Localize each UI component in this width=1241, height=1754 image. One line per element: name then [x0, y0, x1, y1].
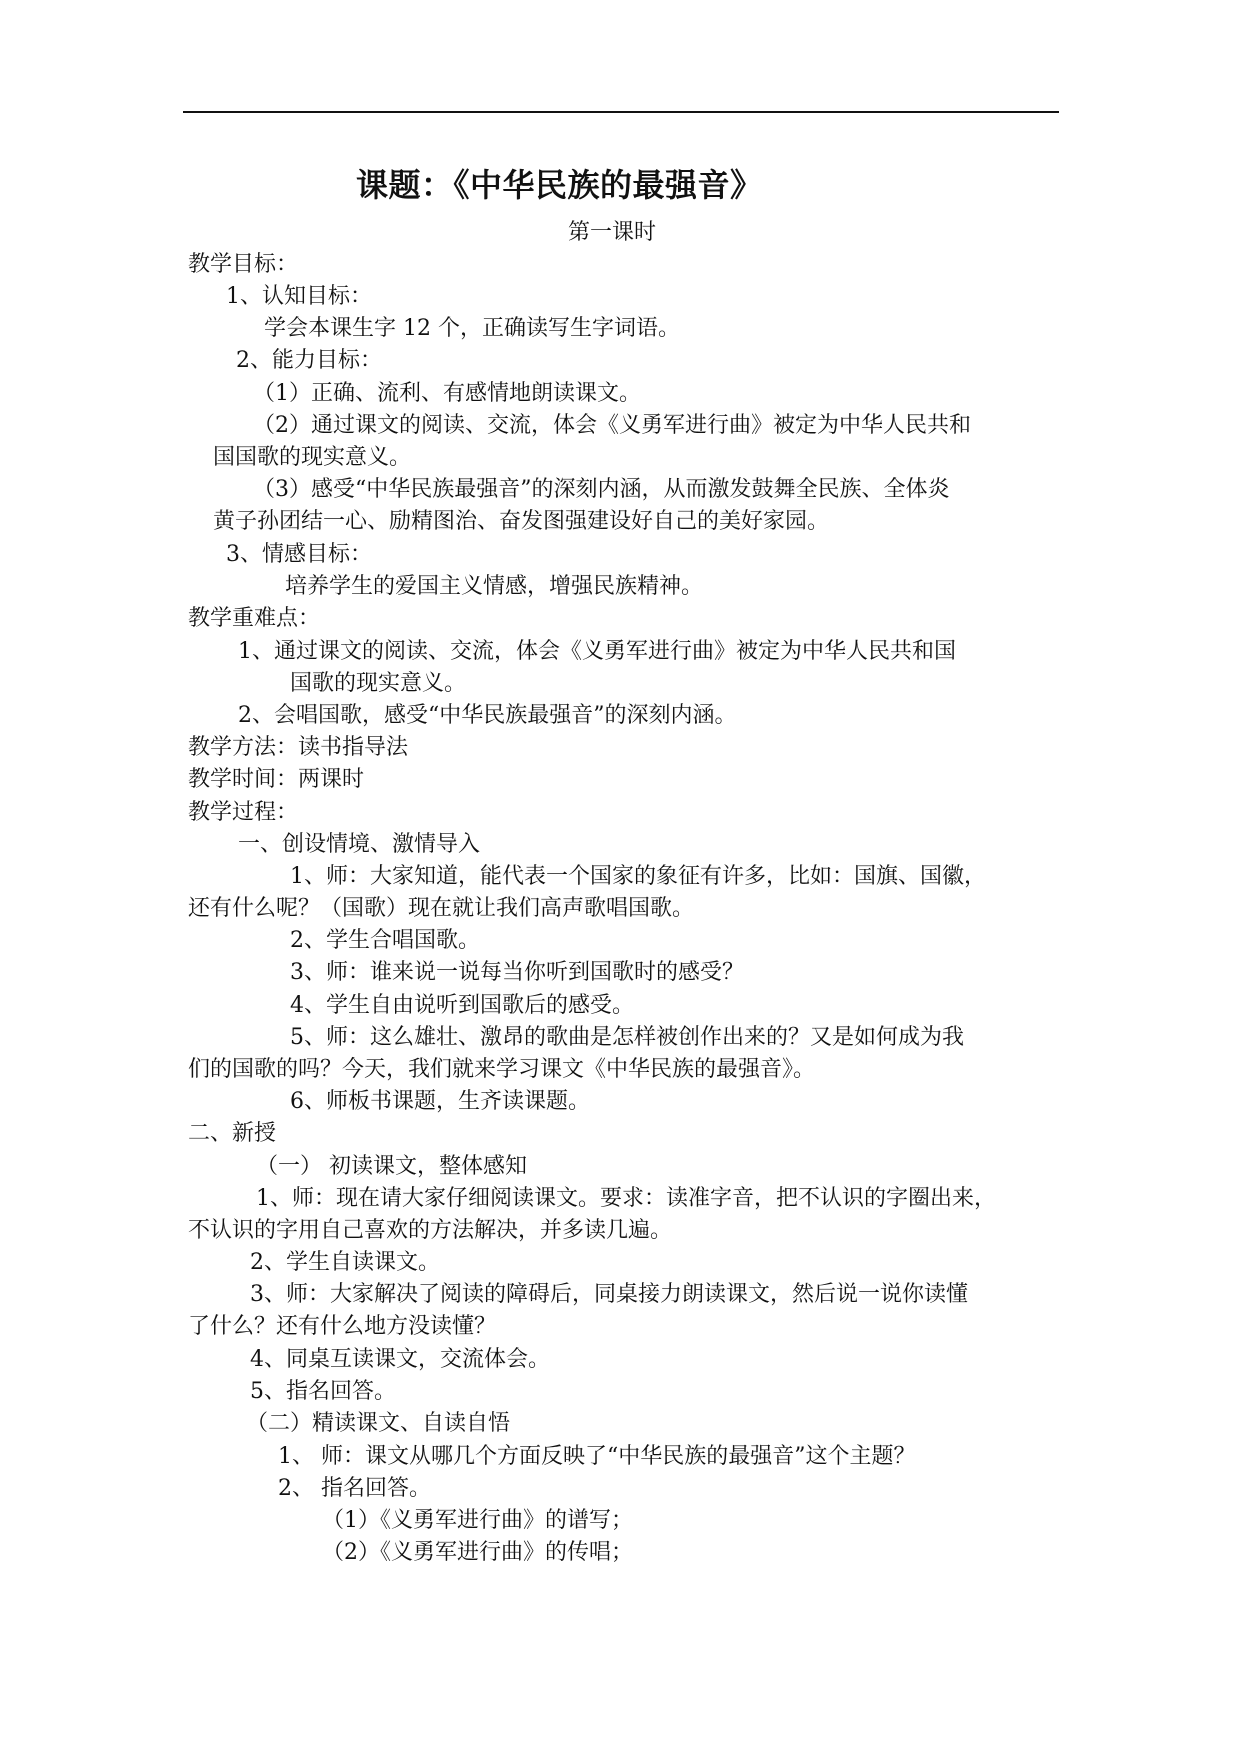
text-line: 2、会唱国歌，感受“中华民族最强音”的深刻内涵。 [238, 703, 737, 728]
text-line: 4、学生自由说听到国歌后的感受。 [290, 993, 634, 1018]
text-line: 1、师：现在请大家仔细阅读课文。要求：读准字音，把不认识的字圈出来， [256, 1186, 996, 1211]
lesson-period: 第一课时 [568, 220, 657, 245]
text-line: 3、情感目标： [226, 542, 372, 567]
text-line: （1）正确、流利、有感情地朗读课文。 [253, 381, 641, 406]
text-line: 5、指名回答。 [250, 1379, 396, 1404]
text-line: 教学方法：读书指导法 [188, 735, 409, 760]
text-line: 不认识的字用自己喜欢的方法解决，并多读几遍。 [188, 1218, 673, 1243]
text-line: 了什么？还有什么地方没读懂？ [188, 1314, 497, 1339]
text-line: 一、创设情境、激情导入 [238, 832, 481, 857]
text-line: 教学过程： [188, 800, 299, 825]
text-line: （二）精读课文、自读自悟 [246, 1411, 511, 1436]
text-line: （2）通过课文的阅读、交流，体会《义勇军进行曲》被定为中华人民共和 [253, 413, 971, 438]
text-line: 2、学生自读课文。 [250, 1250, 440, 1275]
text-line: 1、通过课文的阅读、交流，体会《义勇军进行曲》被定为中华人民共和国 [238, 639, 956, 664]
text-line: 1、师：大家知道，能代表一个国家的象征有许多，比如：国旗、国徽， [290, 864, 986, 889]
text-line: 学会本课生字 12 个，正确读写生字词语。 [264, 316, 680, 341]
text-line: 6、师板书课题，生齐读课题。 [290, 1089, 590, 1114]
text-line: 教学时间：两课时 [188, 767, 365, 792]
text-line: 1、认知目标： [226, 284, 372, 309]
text-line: 2、学生合唱国歌。 [290, 928, 480, 953]
text-line: 二、新授 [188, 1121, 277, 1146]
text-line: 国国歌的现实意义。 [213, 445, 412, 470]
text-line: 黄子孙团结一心、励精图治、奋发图强建设好自己的美好家园。 [213, 509, 830, 534]
text-line: 教学重难点： [188, 606, 321, 631]
text-line: 教学目标： [188, 252, 299, 277]
text-line: 培养学生的爱国主义情感，增强民族精神。 [285, 574, 704, 599]
text-line: 2、 指名回答。 [278, 1476, 431, 1501]
text-line: 2、能力目标： [236, 348, 382, 373]
text-line: 4、同桌互读课文，交流体会。 [250, 1347, 550, 1372]
text-line: （2）《义勇军进行曲》的传唱； [322, 1540, 633, 1565]
text-line: 3、师：大家解决了阅读的障碍后，同桌接力朗读课文，然后说一说你读懂 [250, 1282, 968, 1307]
text-line: 5、师：这么雄壮、激昂的歌曲是怎样被创作出来的？又是如何成为我 [290, 1025, 964, 1050]
text-line: （3）感受“中华民族最强音”的深刻内涵，从而激发鼓舞全民族、全体炎 [253, 477, 950, 502]
text-line: （一） 初读课文，整体感知 [256, 1154, 527, 1179]
document-title: 课题：《中华民族的最强音》 [356, 166, 763, 204]
text-line: 们的国歌的吗？今天，我们就来学习课文《中华民族的最强音》。 [188, 1057, 816, 1082]
header-rule [183, 111, 1059, 113]
text-line: 还有什么呢？（国歌）现在就让我们高声歌唱国歌。 [188, 896, 695, 921]
text-line: 国歌的现实意义。 [290, 671, 467, 696]
text-line: （1）《义勇军进行曲》的谱写； [322, 1508, 633, 1533]
text-line: 3、师：谁来说一说每当你听到国歌时的感受？ [290, 960, 744, 985]
text-line: 1、 师：课文从哪几个方面反映了“中华民族的最强音”这个主题？ [278, 1444, 916, 1469]
